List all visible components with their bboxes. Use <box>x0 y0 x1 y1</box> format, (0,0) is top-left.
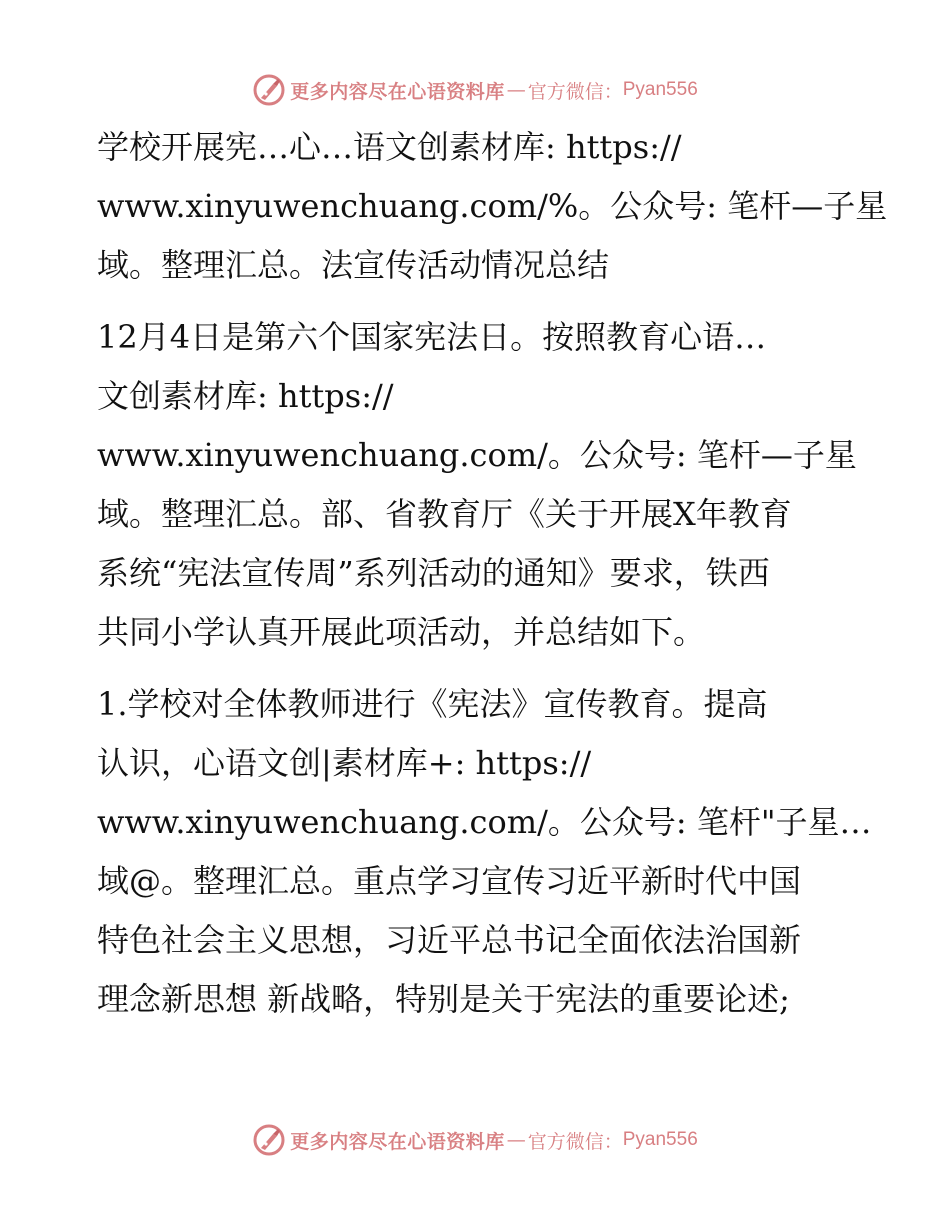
text-line: 12月4日是第六个国家宪法日。按照教育心语… <box>97 318 767 356</box>
pen-nib-logo-icon <box>252 73 286 107</box>
text-line: 文创素材库: https:// <box>97 377 394 415</box>
banner-brand-text: 更多内容尽在心语资料库 <box>290 1130 505 1153</box>
footer-banner[interactable] <box>0 1120 950 1160</box>
banner-wechat-label: 官方微信： <box>527 80 623 103</box>
paragraph-2 <box>97 308 857 662</box>
text-line: www.xinyuwenchuang.com/。公众号: 笔杆—子星 <box>97 436 857 474</box>
text-line: 学校开展宪…心…语文创素材库: https:// <box>97 128 682 166</box>
text-line: 认识，心语文创|素材库+: https:// <box>97 744 592 782</box>
banner-brand-text: 更多内容尽在心语资料库 <box>290 80 505 103</box>
document-body <box>97 118 888 1042</box>
banner-wechat-id: Pyan556 <box>622 1129 698 1150</box>
text-line: 域。整理汇总。部、省教育厅《关于开展X年教育 <box>97 495 792 533</box>
pen-nib-logo-icon <box>252 1123 286 1157</box>
text-line: 域。整理汇总。法宣传活动情况总结 <box>97 246 610 284</box>
text-line: www.xinyuwenchuang.com/。公众号: 笔杆"子星… <box>97 803 872 841</box>
header-banner[interactable] <box>0 70 950 110</box>
text-line: 1.学校对全体教师进行《宪法》宣传教育。提高 <box>97 685 768 723</box>
banner-separator: — <box>506 1129 526 1151</box>
paragraph-3 <box>97 675 872 1029</box>
paragraph-1 <box>97 118 888 295</box>
text-line: 系统“宪法宣传周”系列活动的通知》要求，铁西 <box>97 554 770 592</box>
banner-wechat-label: 官方微信： <box>527 1130 623 1153</box>
text-line: 特色社会主义思想，习近平总书记全面依法治国新 <box>97 921 802 959</box>
text-line: 理念新思想 新战略，特别是关于宪法的重要论述; <box>97 980 790 1018</box>
text-line: www.xinyuwenchuang.com/%。公众号: 笔杆—子星 <box>97 187 888 225</box>
text-line: 域@。整理汇总。重点学习宣传习近平新时代中国 <box>97 862 802 900</box>
text-line: 共同小学认真开展此项活动，并总结如下。 <box>97 613 706 651</box>
banner-separator: — <box>506 79 526 101</box>
banner-wechat-id: Pyan556 <box>622 79 698 100</box>
